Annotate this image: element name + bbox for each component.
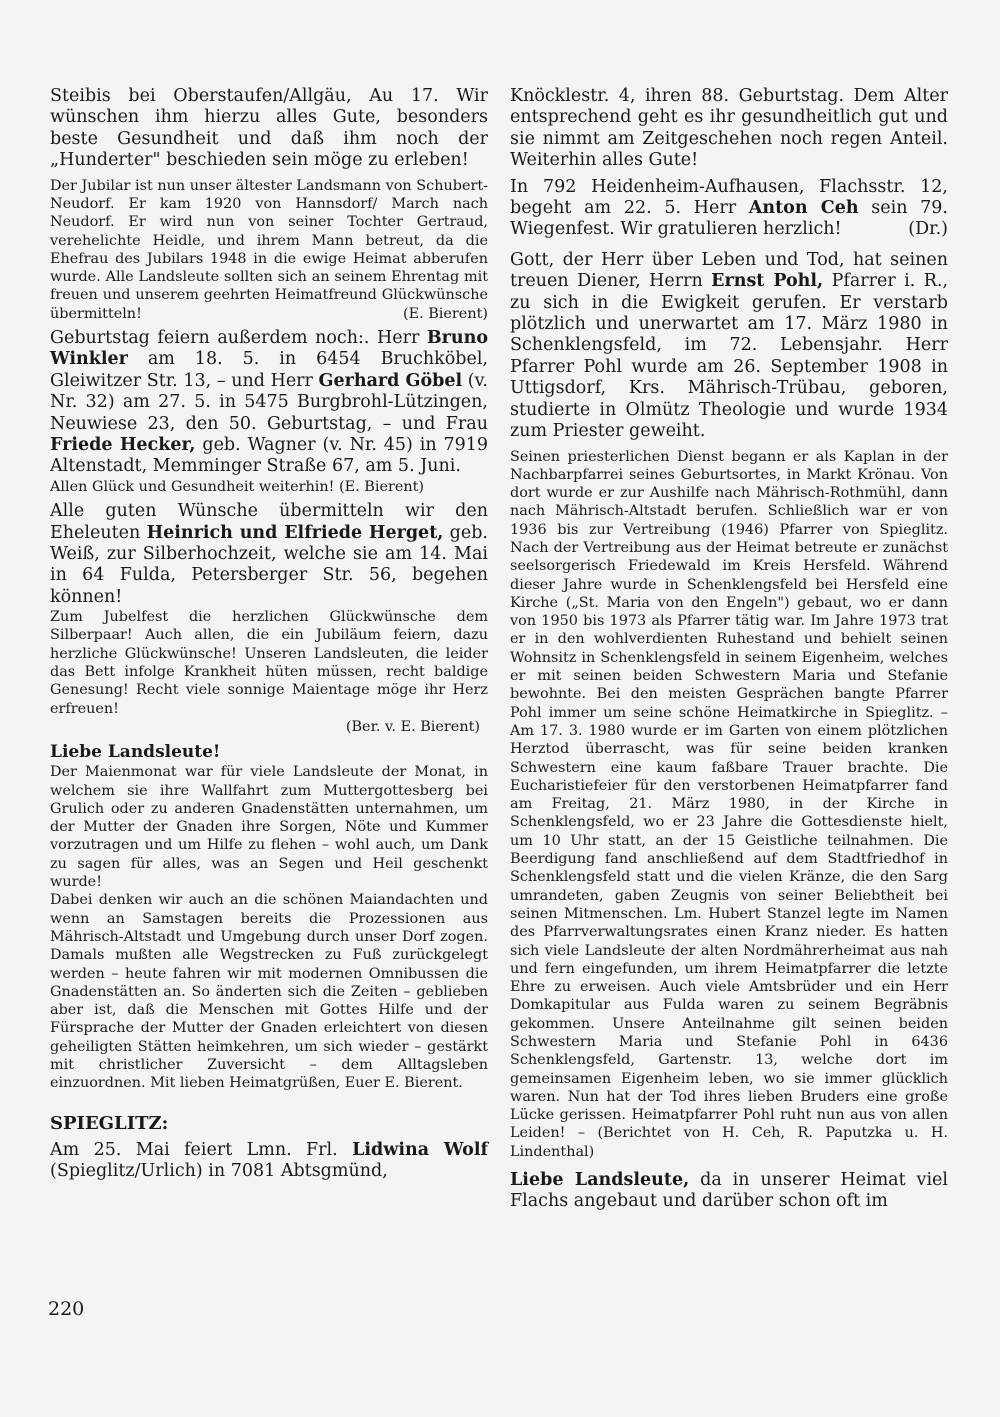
signature: (Ber. v. E. Bierent) xyxy=(345,718,480,735)
person-name: Bruno Winkler xyxy=(50,328,488,370)
may-pilgrimage-text: Der Maienmonat war für viele Landsleute der Monat, in welchem sie ihre Wallfahrt zum Muttergottesberg bei Grulich oder zu anderen Gnadenstätten unternahmen, um der Mutter der Gnaden ihre Sorgen, Nöte und Kummer vorzutragen und um Hilfe zu flehen – wohl auch, um Dank zu sagen für alles, was an Segen und Heil geschenkt wurde! xyxy=(50,764,488,891)
obituary-intro-paragraph: Gott, der Herr über Leben und Tod, hat seinen treuen Diener, Herrn Ernst Pohl, Pfarrer i. R., zu sich in die Ewigkeit gerufen. Er verstarb plötzlich und unerwartet am 17. März 1980 in Schenklengsfeld, im 72. Lebensjahr. Herr Pfarrer Pohl wurde am 26. September 1908 in Uttigsdorf, Krs. Mährisch-Trübau, geboren, studierte in Olmütz Theologie und wurde 1934 zum Priester geweiht. xyxy=(510,249,949,442)
obituary-body-text: Seinen priesterlichen Dienst begann er als Kaplan in der Nachbarpfarrei seines Geburtsortes, in Markt Krönau. Von dort wurde er zur Aushilfe nach Mährisch-Rothmühl, dann nach Mährisch-Altstadt berufen. Schließlich war er von 1936 bis zur Vertreibung (1946) Pfarrer von Spieglitz. Nach der Vertreibung aus der Heimat betreute er zunächst seelsorgerisch Friedewald im Kreis Hersfeld. Während dieser Jahre wurde in Schenklengsfeld bei Hersfeld eine Kirche („St. Maria von den Engeln") gebaut, wo er dann von 1950 bis 1973 als Pfarrer tätig war. Im Jahre 1973 trat er in den wohlverdienten Ruhestand und behielt seinen Wohnsitz in Schenklengsfeld in seinem Eigenheim, welches er mit seinen beiden Schwestern Maria und Stefanie bewohnte. Bei den meisten Gesprächen bangte Pfarrer Pohl immer um seine schöne Heimatkirche in Spieglitz. – Am 17. 3. 1980 wurde er im Garten von einem plötzlichen Herztod überrascht, was für seine beiden kranken Schwestern eine kaum faßbare Trauer brachte. Die Eucharistiefeier für den verstorbenen Heimatpfarrer fand am Freitag, 21. März 1980, in der Kirche in Schenklengsfeld, wo er 23 Jahre die Gottesdienste hielt, um 10 Uhr statt, an der 15 Geistliche teilnahmen. Die Beerdigung fand anschließend auf dem Stadtfriedhof in Schenklengsfeld statt und die vielen Kränze, die den Sarg umrandeten, gaben Zeugnis von seiner Beliebtheit bei seinen Mitmenschen. Lm. Hubert Stanzel legte im Namen des Pfarrverwaltungsrates einen Kranz nieder. Es hatten sich viele Landsleute der alten Nordmährerheimat aus nah und fern eingefunden, um ihrem Heimatpfarrer die letzte Ehre zu erweisen. Auch viele Amtsbrüder und ein Herr Domkapitular aus Fulda waren zu seinem Begräbnis gekommen. Unsere Anteilnahme gilt seinen beiden Schwestern Maria und Stefanie Pohl in 6436 Schenklengsfeld, Gartenstr. 13, welche dort im gemeinsamen Eigenheim leben, wo sie immer glücklich waren. Nun hat der Tod ihres lieben Bruders eine große Lücke gerissen. Heimatpfarrer Pohl ruht nun aus von allen Leiden! – (Berichtet von H. Ceh, R. Paputzka u. H. Lindenthal) xyxy=(510,448,948,1160)
jubilar-text: Der Jubilar ist nun unser ältester Landsmann von Schubert-Neudorf. Er kam 1920 von Hannsdorf/ March nach Neudorf. Er wird nun von seiner Tochter Gertraud, verehelichte Heidle, und ihrem Mann betreut, da die Ehefrau des Jubilars 1948 in die ewige Heimat abberufen wurde. Alle Landsleute sollten sich an seinem Ehrentag mit freuen und unserem geehrten Heimatfreund Glückwünsche übermitteln! xyxy=(50,177,488,322)
left-column xyxy=(50,86,488,1182)
anton-ceh-paragraph: In 792 Heidenheim-Aufhausen, Flachsstr. 12, begeht am 22. 5. Herr Anton Ceh sein 79. Wiegenfest. Wir gratulieren herzlich! (Dr.) xyxy=(510,176,948,240)
couple-names: Heinrich und Elfriede Herget, xyxy=(146,522,444,543)
person-name: Ernst Pohl, xyxy=(711,271,824,292)
birthdays-paragraph: Geburtstag feiern außerdem noch:. Herr Bruno Winkler am 18. 5. in 6454 Bruchköbel, Gleiwitzer Str. 13, – und Herr Gerhard Göbel (v. Nr. 32) am 27. 5. in 5475 Burgbrohl-Lützingen, Neuwiese 23, den 50. Geburtstag, – und Frau Friede Hecker, geb. Wagner (v. Nr. 45) in 7919 Altenstadt, Memminger Straße 67, am 5. Juni. xyxy=(50,328,488,477)
page-number: 220 xyxy=(48,1298,85,1320)
person-name: Lidwina Wolf xyxy=(352,1139,488,1160)
may-devotion-text: Dabei denken wir auch an die schönen Maiandachten und wenn an Samstagen bereits die Prozessionen aus Mährisch-Altstadt und Umgebung durch unser Dorf zogen. Damals mußten alle Wegstrecken zu Fuß zurückgelegt werden – heute fahren wir mit modernen Omnibussen die Gnadenstätten an. So änderten sich die Zeiten – geblieben aber ist, daß die Menschen mit Gottes Hilfe und der Fürsprache der Mutter der Gnaden erleichtert von diesen geheiligten Stätten heimkehren, um sich wieder – gestärkt mit christlicher Zuversicht – dem Alltagsleben einzuordnen. Mit lieben Heimatgrüßen, Euer E. Bierent. xyxy=(50,892,488,1092)
person-name: Anton Ceh xyxy=(748,198,859,219)
birthday-88-text: Knöcklestr. 4, ihren 88. Geburtstag. Dem Alter entsprechend geht es ihr gesundheitlich gut und sie nimmt am Zeitgeschehen noch regen Anteil. Weiterhin alles Gute! xyxy=(510,86,948,171)
article-steibis-text: Steibis bei Oberstaufen/Allgäu, Au 17. Wir wünschen ihm hierzu alles Gute, besonders beste Gesundheit und daß ihm noch der „Hunderter" beschieden sein möge zu erleben! xyxy=(50,86,488,171)
person-name: Gerhard Göbel xyxy=(318,370,463,391)
section-heading: Liebe Landsleute! xyxy=(50,742,221,763)
wishes-line: Allen Glück und Gesundheit weiterhin! (E. Bierent) xyxy=(50,478,425,495)
jubilar-paragraph xyxy=(50,177,488,323)
person-name: Friede Hecker, xyxy=(50,435,196,456)
spieglitz-birthday-paragraph: Am 25. Mai feiert Lmn. Frl. Lidwina Wolf (Spieglitz/Urlich) in 7081 Abtsgmünd, xyxy=(50,1139,488,1181)
flax-article-paragraph: Liebe Landsleute, da in unserer Heimat viel Flachs angebaut und darüber schon oft im xyxy=(510,1170,948,1212)
signature: (Dr.) xyxy=(908,219,948,240)
jubilee-wishes-text: Zum Jubelfest die herzlichen Glückwünsche dem Silberpaar! Auch allen, die ein Jubiläum feiern, dazu herzliche Glückwünsche! Unseren Landsleuten, die leider das Bett infolge Krankheit hüten müssen, recht baldige Genesung! Recht viele sonnige Maientage möge ihr Herz erfreuen! xyxy=(50,609,488,717)
section-heading: Liebe Landsleute, xyxy=(510,1170,690,1191)
spieglitz-heading: SPIEGLITZ: xyxy=(50,1112,169,1134)
right-column xyxy=(510,86,948,1213)
signature: (E. Bierent) xyxy=(402,305,488,322)
silver-wedding-paragraph: Alle guten Wünsche übermitteln wir den Eheleuten Heinrich und Elfriede Herget, geb. Weiß, zur Silberhochzeit, welche sie am 14. Mai in 64 Fulda, Petersberger Str. 56, begehen können! xyxy=(50,501,488,607)
